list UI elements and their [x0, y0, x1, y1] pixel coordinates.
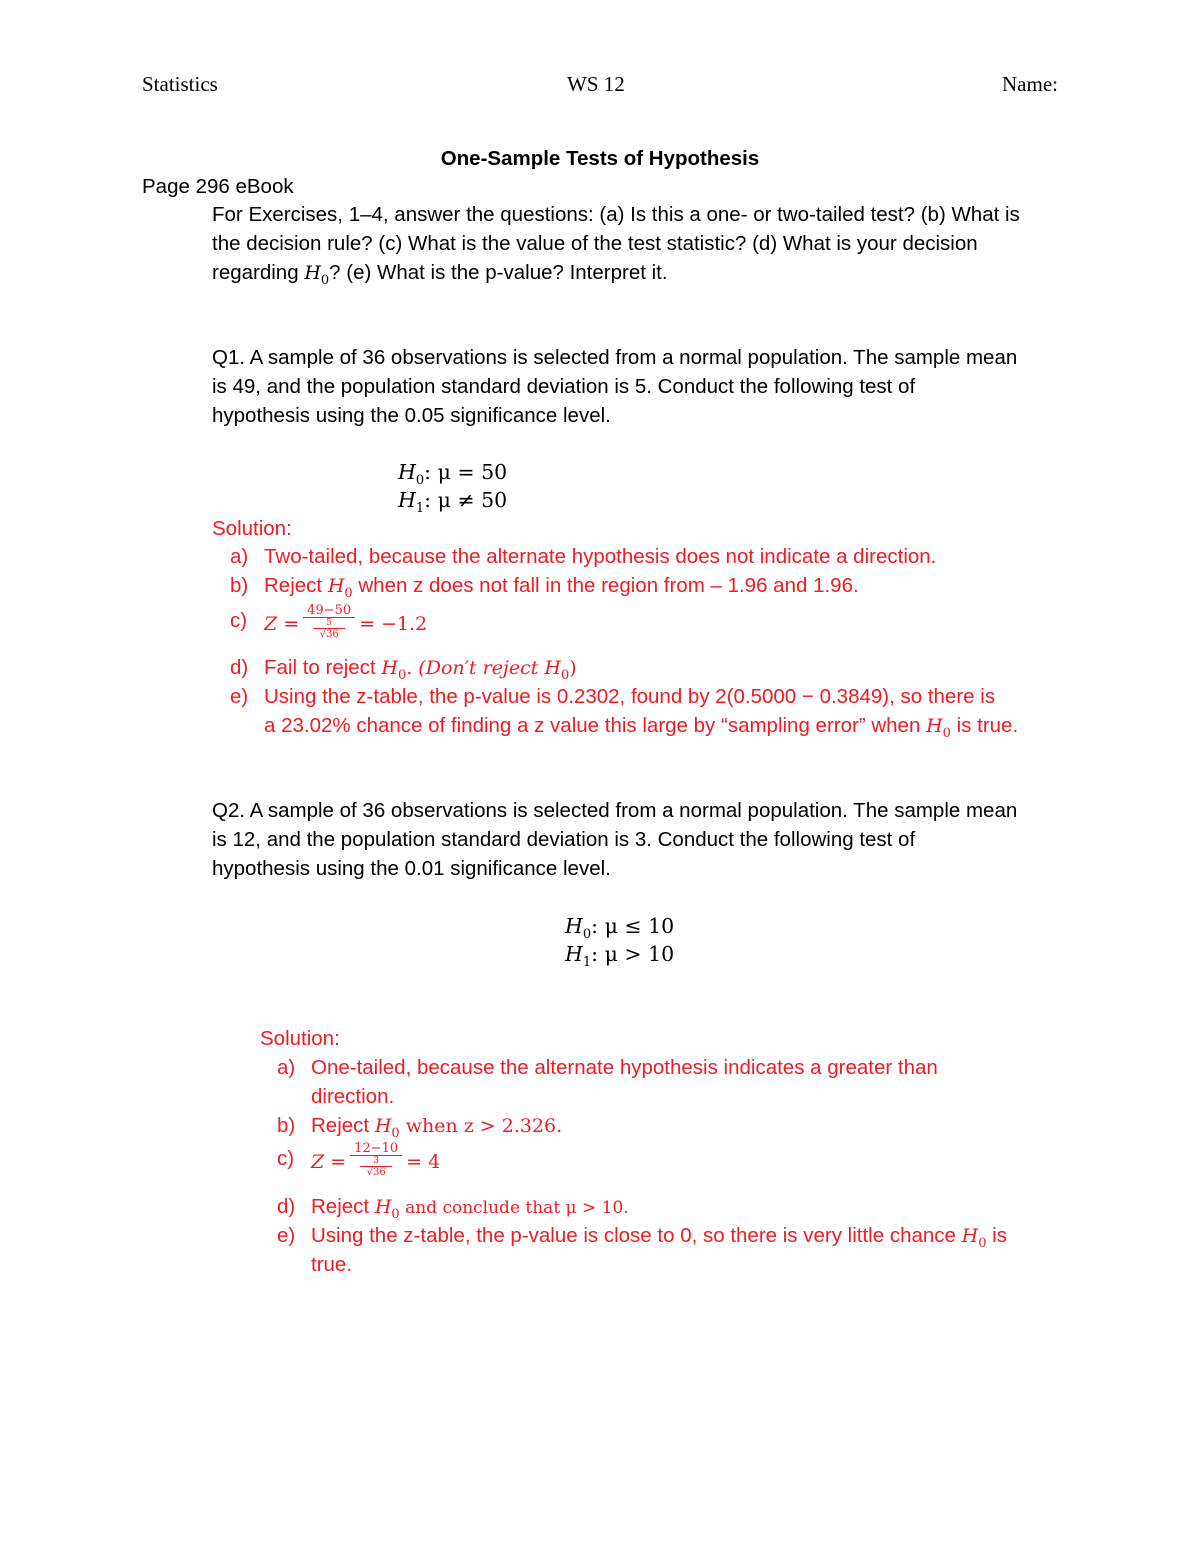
- q2-answer-c: c) Z = 12−10 3 √36 = 4: [277, 1141, 441, 1178]
- q2-answer-e: e) Using the z-table, the p-value is close to 0, so there is very little chance $H_0$ is: [277, 1224, 1007, 1251]
- q1-fraction: 49−50 5 √36: [303, 604, 355, 641]
- header-name-field: Name:: [1002, 72, 1058, 96]
- q1-line-2: is 49, and the population standard deviation is 5. Conduct the following test of: [212, 375, 916, 398]
- q2-line-3: hypothesis using the 0.01 significance level.: [212, 857, 611, 880]
- q2-line-1: Q2. A sample of 36 observations is selected from a normal population. The sample mean: [212, 799, 1018, 822]
- q1-answer-e: e) Using the z-table, the p-value is 0.2302, found by 2(0.5000 − 0.3849), so there is: [230, 685, 996, 708]
- q1-line-1: Q1. A sample of 36 observations is selected from a normal population. The sample mean: [212, 346, 1018, 369]
- q1-answer-a: a) Two-tailed, because the alternate hypothesis does not indicate a direction.: [230, 545, 937, 568]
- q2-answer-e-cont: true.: [311, 1253, 353, 1276]
- q2-answer-d: d) Reject $H_0$ and conclude that μ > 10.: [277, 1195, 629, 1222]
- header-subject: Statistics: [142, 72, 218, 96]
- q2-answer-a: a) One-tailed, because the alternate hypothesis indicates a greater than: [277, 1056, 938, 1079]
- header-worksheet: WS 12: [567, 72, 625, 96]
- q2-fraction: 12−10 3 √36: [350, 1142, 402, 1179]
- q2-alt-hypothesis: $H_1$: μ > 10: [565, 942, 675, 970]
- q2-answer-a-cont: direction.: [311, 1085, 395, 1108]
- q2-line-2: is 12, and the population standard deviation is 3. Conduct the following test of: [212, 828, 916, 851]
- q2-null-hypothesis: $H_0$: μ ≤ 10: [565, 914, 675, 942]
- q1-alt-hypothesis: $H_1$: μ ≠ 50: [398, 488, 508, 516]
- q1-solution-label: Solution:: [212, 517, 292, 540]
- intro-line-1: For Exercises, 1–4, answer the questions: (a) Is this a one- or two-tailed test? (b) What is: [212, 203, 1020, 226]
- intro-line-3: regarding $H_0$? (e) What is the p-value? Interpret it.: [212, 261, 668, 288]
- q1-null-hypothesis: $H_0$: μ = 50: [398, 460, 508, 488]
- q1-line-3: hypothesis using the 0.05 significance level.: [212, 404, 611, 427]
- q1-answer-e-cont: a 23.02% chance of finding a z value this large by “sampling error” when $H_0$ is true.: [264, 714, 1019, 741]
- q1-answer-c: c) Z = 49−50 5 √36 = −1.2: [230, 603, 428, 640]
- intro-line-2: the decision rule? (c) What is the value of the test statistic? (d) What is your decision: [212, 232, 978, 255]
- page-reference: Page 296 eBook: [142, 175, 294, 198]
- q1-answer-d: d) Fail to reject $H_0$. (Don′t reject $H_0$): [230, 656, 577, 683]
- q2-solution-label: Solution:: [260, 1027, 340, 1050]
- q2-answer-b: b) Reject $H_0$ when z > 2.326.: [277, 1114, 563, 1141]
- q1-answer-b: b) Reject $H_0$ when z does not fall in the region from – 1.96 and 1.96.: [230, 574, 859, 601]
- page-title: One-Sample Tests of Hypothesis: [440, 147, 760, 170]
